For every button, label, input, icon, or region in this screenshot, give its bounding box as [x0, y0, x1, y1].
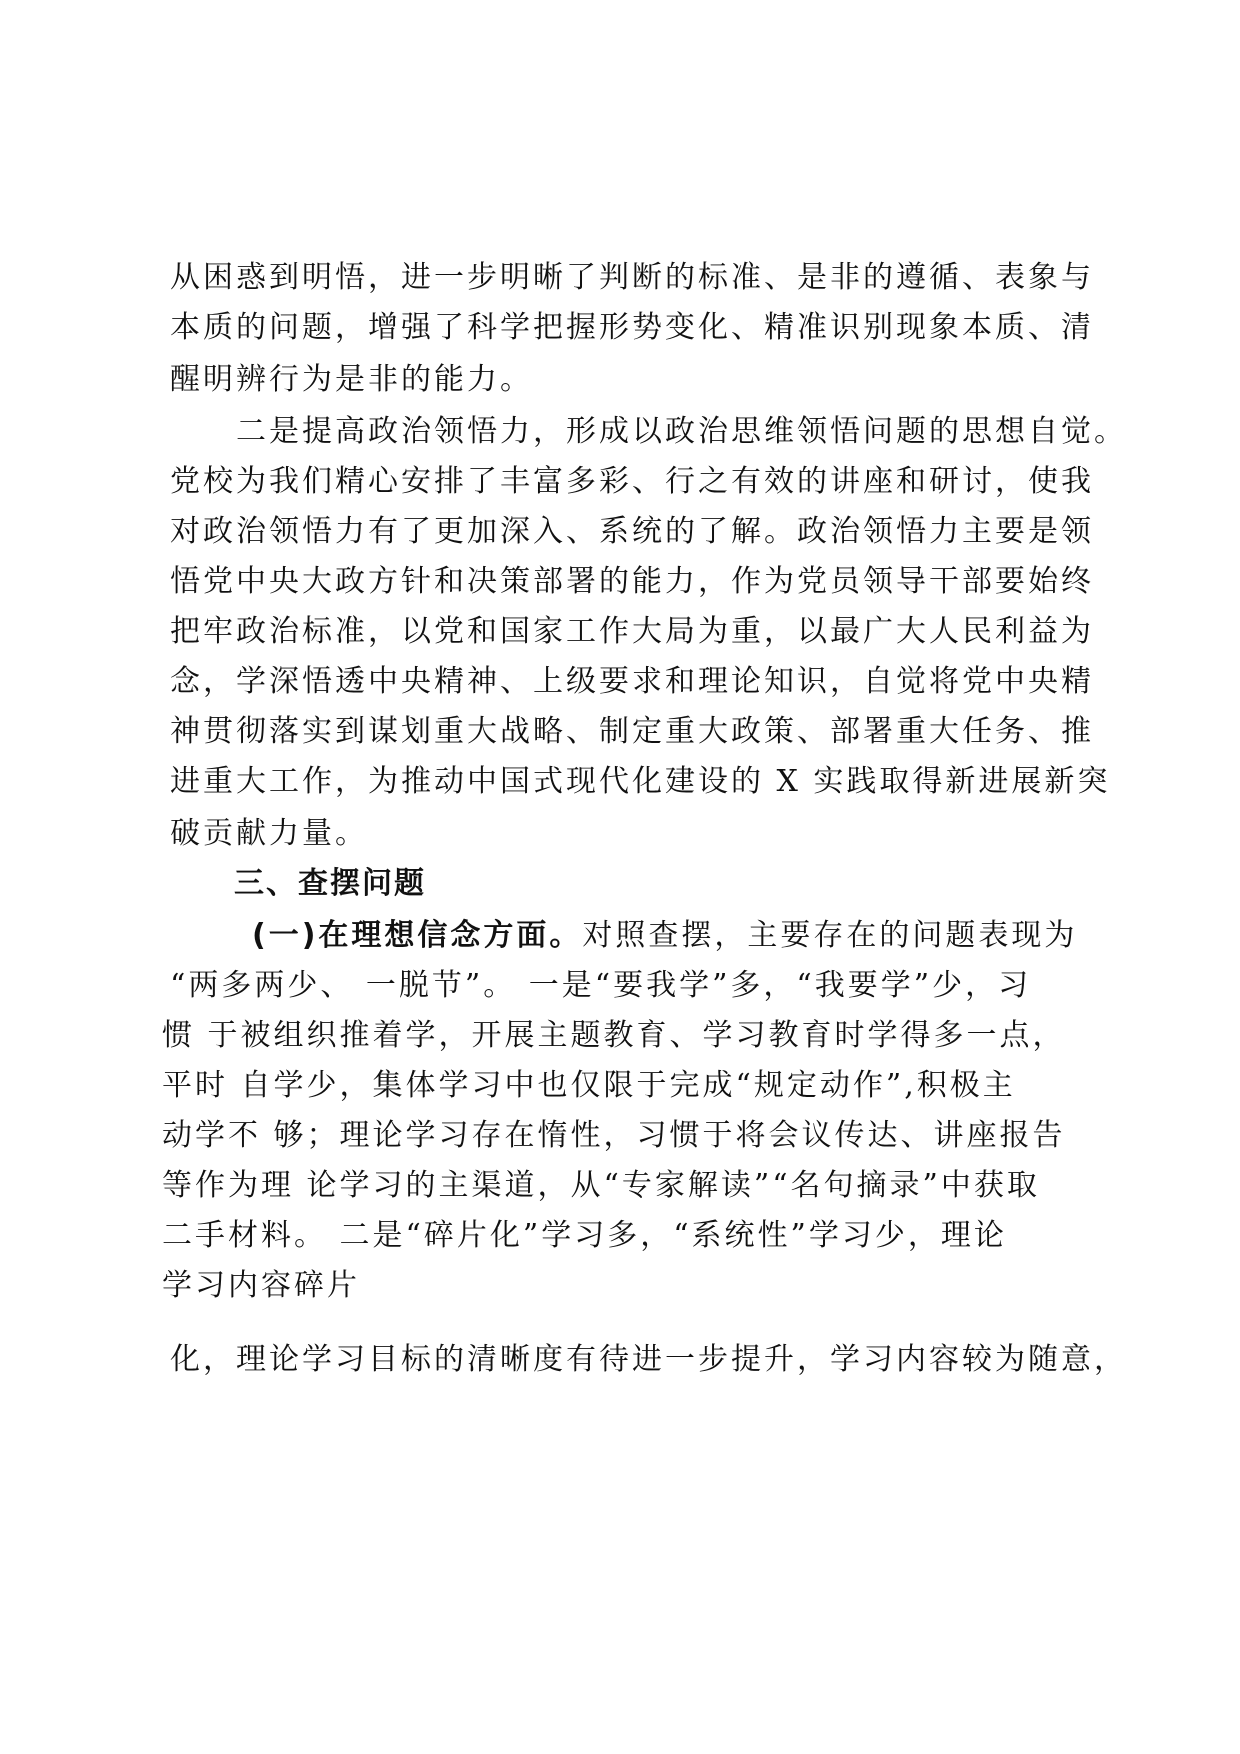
text-line: 惯 于被组织推着学，开展主题教育、学习教育时学得多一点， — [162, 1018, 1066, 1053]
text-line: 对政治领悟力有了更加深入、系统的了解。政治领悟力主要是领 — [170, 514, 1094, 549]
text-line: 等作为理 论学习的主渠道，从“专家解读”“名句摘录”中获取 — [162, 1168, 1040, 1203]
text-line: 破贡献力量。 — [170, 816, 368, 851]
text-line: 化，理论学习目标的清晰度有待进一步提升，学习内容较为随意， — [170, 1342, 1127, 1377]
text-line: 动学不 够；理论学习存在惰性，习惯于将会议传达、讲座报告 — [162, 1118, 1066, 1153]
text-line: 从困惑到明悟，进一步明晰了判断的标准、是非的遵循、表象与 — [170, 260, 1094, 295]
text-line: “两多两少、 一脱节”。 一是“要我学”多，“我要学”少，习 — [170, 968, 1032, 1003]
text-line: 平时 自学少，集体学习中也仅限于完成“规定动作”,积极主 — [162, 1068, 1016, 1103]
section-heading: 三、查摆问题 — [234, 866, 426, 901]
text-line — [252, 916, 1077, 956]
text-line: 神贯彻落实到谋划重大战略、制定重大政策、部署重大任务、推 — [170, 714, 1094, 749]
text-line: 二手材料。 二是“碎片化”学习多，“系统性”学习少，理论 — [162, 1218, 1007, 1253]
text-line: 二是提高政治领悟力，形成以政治思维领悟问题的思想自觉。 — [236, 414, 1127, 449]
text-line: 悟党中央大政方针和决策部署的能力，作为党员领导干部要始终 — [170, 564, 1094, 599]
text-line: 念，学深悟透中央精神、上级要求和理论知识，自觉将党中央精 — [170, 664, 1094, 699]
text-line: 把牢政治标准，以党和国家工作大局为重，以最广大人民利益为 — [170, 614, 1094, 649]
text-line: 党校为我们精心安排了丰富多彩、行之有效的讲座和研讨，使我 — [170, 464, 1094, 499]
text-line: 进重大工作，为推动中国式现代化建设的 X 实践取得新进展新突 — [170, 764, 1111, 799]
text-run: 对照查摆，主要存在的问题表现为 — [582, 918, 1078, 953]
text-line: 学习内容碎片 — [162, 1268, 360, 1303]
text-line: 醒明辨行为是非的能力。 — [170, 362, 533, 397]
text-line: 本质的问题，增强了科学把握形势变化、精准识别现象本质、清 — [170, 310, 1094, 345]
subsection-heading: (一)在理想信念方面。 — [252, 918, 583, 953]
